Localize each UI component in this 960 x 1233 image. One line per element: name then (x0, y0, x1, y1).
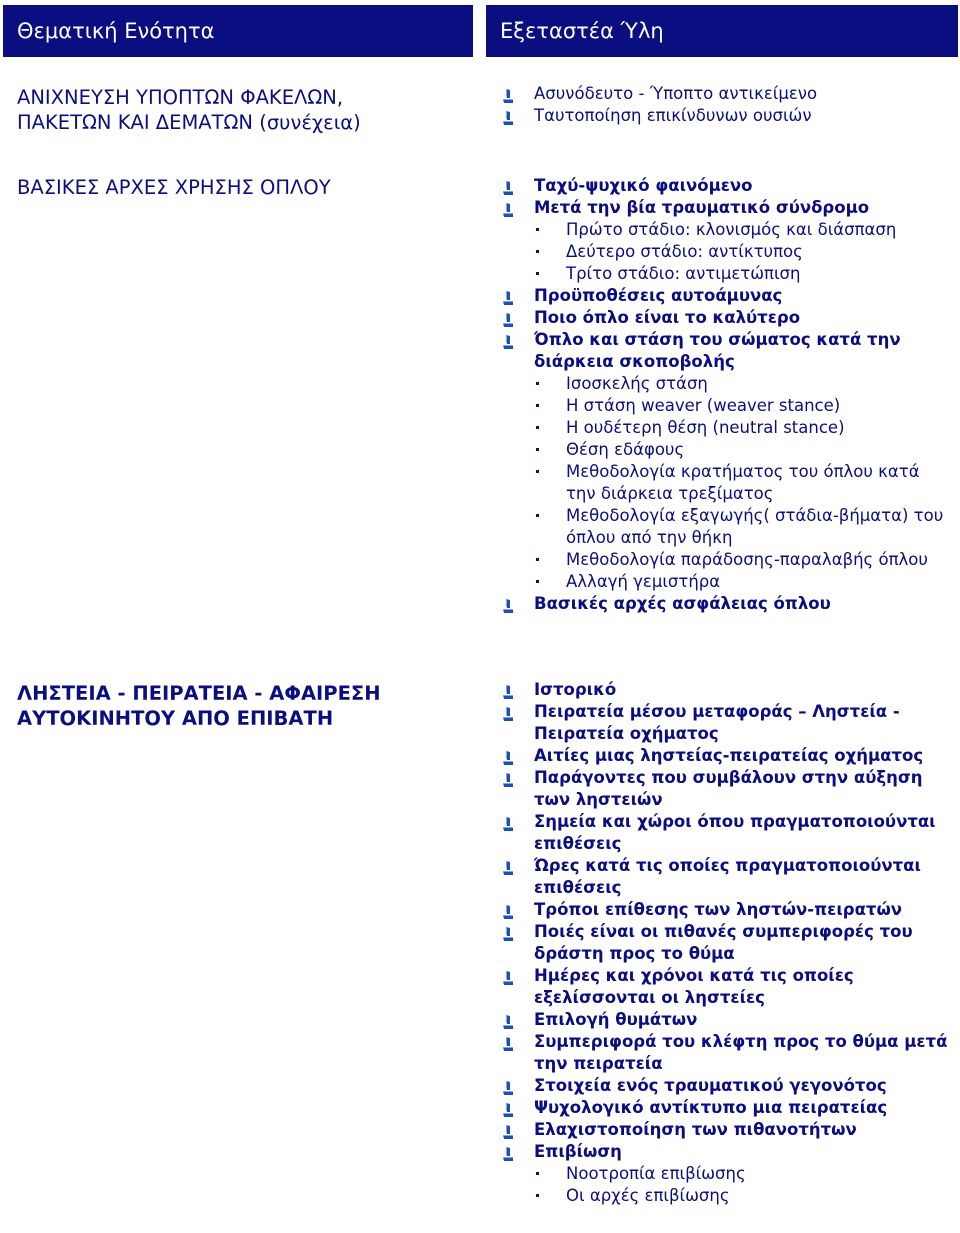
sub-item (500, 417, 950, 439)
list-item (500, 197, 950, 219)
topic-suspicious-packages (17, 85, 472, 135)
sub-item (500, 549, 950, 571)
topic-line: ΠΑΚΕΤΩΝ ΚΑΙ ΔΕΜΑΤΩΝ (συνέχεια) (17, 111, 361, 134)
bullet-icon (502, 815, 514, 829)
sub-item (500, 395, 950, 417)
sub-item (500, 505, 950, 549)
list-item (500, 921, 950, 965)
sub-item-label: Θέση εδάφους (566, 440, 685, 459)
bullet-icon (502, 771, 514, 785)
header-syllabus: Εξεταστέα Ύλη (486, 5, 958, 57)
bullet-icon (502, 925, 514, 939)
dot-bullet-icon (536, 580, 539, 583)
bullet-icon (502, 109, 514, 123)
syllabus-list-1 (500, 83, 950, 127)
sub-item-label: Μεθοδολογία εξαγωγής( στάδια-βήματα) του όπλου από την θήκη (566, 506, 944, 547)
list-item (500, 1097, 950, 1119)
list-item-label: Σημεία και χώροι όπου πραγματοποιούνται επιθέσεις (534, 812, 936, 853)
list-item (500, 83, 950, 105)
bullet-icon (502, 1035, 514, 1049)
sub-item-label: Αλλαγή γεμιστήρα (566, 572, 721, 591)
dot-bullet-icon (536, 448, 539, 451)
bullet-icon (502, 1013, 514, 1027)
syllabus-list-2 (500, 175, 950, 615)
list-item (500, 965, 950, 1009)
list-item (500, 1119, 950, 1141)
bullet-icon (502, 1145, 514, 1159)
list-item-label: Μετά την βία τραυματικό σύνδρομο (534, 198, 870, 217)
bullet-icon (502, 1123, 514, 1137)
list-item-label: Στοιχεία ενός τραυματικού γεγονότος (534, 1076, 887, 1095)
list-item (500, 1141, 950, 1163)
list-item-label: Ασυνόδευτο - Ύποπτο αντικείμενο (534, 84, 818, 103)
list-item-label: Επιβίωση (534, 1142, 622, 1161)
list-item-label: Όπλο και στάση του σώματος κατά την διάρκεια σκοποβολής (534, 330, 901, 371)
bullet-icon (502, 1079, 514, 1093)
sub-item-label: Ισοσκελής στάση (566, 374, 708, 393)
topic-line: ΛΗΣΤΕΙΑ - ΠΕΙΡΑΤΕΙΑ - ΑΦΑΙΡΕΣΗ (17, 682, 381, 705)
dot-bullet-icon (536, 404, 539, 407)
topic-robbery-piracy (17, 681, 472, 731)
bullet-icon (502, 705, 514, 719)
list-item (500, 767, 950, 811)
list-item (500, 593, 950, 615)
sub-item (500, 263, 950, 285)
list-item (500, 1009, 950, 1031)
syllabus-list-3 (500, 679, 950, 1207)
list-item (500, 855, 950, 899)
list-item-label: Ταυτοποίηση επικίνδυνων ουσιών (534, 106, 812, 125)
topic-line: ΑΝΙΧΝΕΥΣΗ ΥΠΟΠΤΩΝ ΦΑΚΕΛΩΝ, (17, 86, 344, 109)
list-item-label: Ιστορικό (534, 680, 617, 699)
dot-bullet-icon (536, 558, 539, 561)
sub-item (500, 461, 950, 505)
topic-weapon-principles (17, 175, 472, 200)
dot-bullet-icon (536, 272, 539, 275)
list-item-label: Ταχύ-ψυχικό φαινόμενο (534, 176, 753, 195)
sub-item (500, 1163, 950, 1185)
list-item (500, 307, 950, 329)
list-item-label: Βασικές αρχές ασφάλειας όπλου (534, 594, 831, 613)
sub-item (500, 571, 950, 593)
list-item (500, 1075, 950, 1097)
sub-item-label: Οι αρχές επιβίωσης (566, 1186, 730, 1205)
dot-bullet-icon (536, 514, 539, 517)
sub-item-label: Τρίτο στάδιο: αντιμετώπιση (566, 264, 801, 283)
list-item-label: Παράγοντες που συμβάλουν στην αύξηση των ληστειών (534, 768, 923, 809)
list-item-label: Ποιο όπλο είναι το καλύτερο (534, 308, 801, 327)
topic-line: ΑΥΤΟΚΙΝΗΤΟΥ ΑΠΟ ΕΠΙΒΑΤΗ (17, 707, 334, 730)
list-item-label: Ελαχιστοποίηση των πιθανοτήτων (534, 1120, 857, 1139)
list-item (500, 285, 950, 307)
bullet-icon (502, 179, 514, 193)
list-item (500, 811, 950, 855)
list-item (500, 701, 950, 745)
bullet-icon (502, 859, 514, 873)
list-item (500, 745, 950, 767)
sub-item-label: Η στάση weaver (weaver stance) (566, 396, 841, 415)
bullet-icon (502, 311, 514, 325)
bullet-icon (502, 749, 514, 763)
sub-item (500, 373, 950, 395)
bullet-icon (502, 87, 514, 101)
sub-item-label: Δεύτερο στάδιο: αντίκτυπος (566, 242, 803, 261)
dot-bullet-icon (536, 426, 539, 429)
bullet-icon (502, 969, 514, 983)
sub-item-label: Μεθοδολογία κρατήματος του όπλου κατά την διάρκεια τρεξίματος (566, 462, 920, 503)
sub-item-label: Νοοτροπία επιβίωσης (566, 1164, 746, 1183)
dot-bullet-icon (536, 250, 539, 253)
list-item-label: Ώρες κατά τις οποίες πραγματοποιούνται επιθέσεις (534, 856, 921, 897)
list-item-label: Τρόποι επίθεσης των ληστών-πειρατών (534, 900, 903, 919)
list-item (500, 329, 950, 373)
bullet-icon (502, 333, 514, 347)
dot-bullet-icon (536, 228, 539, 231)
bullet-icon (502, 289, 514, 303)
list-item (500, 1031, 950, 1075)
header-topic: Θεματική Ενότητα (3, 5, 473, 57)
sub-item (500, 1185, 950, 1207)
bullet-icon (502, 1101, 514, 1115)
list-item-label: Προϋποθέσεις αυτοάμυνας (534, 286, 783, 305)
bullet-icon (502, 597, 514, 611)
list-item-label: Συμπεριφορά του κλέφτη προς το θύμα μετά την πειρατεία (534, 1032, 948, 1073)
dot-bullet-icon (536, 382, 539, 385)
list-item (500, 175, 950, 197)
dot-bullet-icon (536, 1172, 539, 1175)
list-item (500, 679, 950, 701)
dot-bullet-icon (536, 1194, 539, 1197)
list-item-label: Ποιές είναι οι πιθανές συμπεριφορές του δράστη προς το θύμα (534, 922, 913, 963)
list-item-label: Ημέρες και χρόνοι κατά τις οποίες εξελίσσονται οι ληστείες (534, 966, 854, 1007)
bullet-icon (502, 683, 514, 697)
sub-item (500, 219, 950, 241)
list-item-label: Αιτίες μιας ληστείας-πειρατείας οχήματος (534, 746, 924, 765)
sub-item (500, 241, 950, 263)
list-item-label: Ψυχολογικό αντίκτυπο μια πειρατείας (534, 1098, 888, 1117)
list-item (500, 105, 950, 127)
sub-item (500, 439, 950, 461)
list-item (500, 899, 950, 921)
topic-line: ΒΑΣΙΚΕΣ ΑΡΧΕΣ ΧΡΗΣΗΣ ΟΠΛΟΥ (17, 176, 331, 199)
bullet-icon (502, 903, 514, 917)
dot-bullet-icon (536, 470, 539, 473)
sub-item-label: Πρώτο στάδιο: κλονισμός και διάσπαση (566, 220, 897, 239)
list-item-label: Πειρατεία μέσου μεταφοράς – Ληστεία - Πειρατεία οχήματος (534, 702, 900, 743)
bullet-icon (502, 201, 514, 215)
sub-item-label: Μεθοδολογία παράδοσης-παραλαβής όπλου (566, 550, 928, 569)
sub-item-label: Η ουδέτερη θέση (neutral stance) (566, 418, 845, 437)
list-item-label: Επιλογή θυμάτων (534, 1010, 698, 1029)
